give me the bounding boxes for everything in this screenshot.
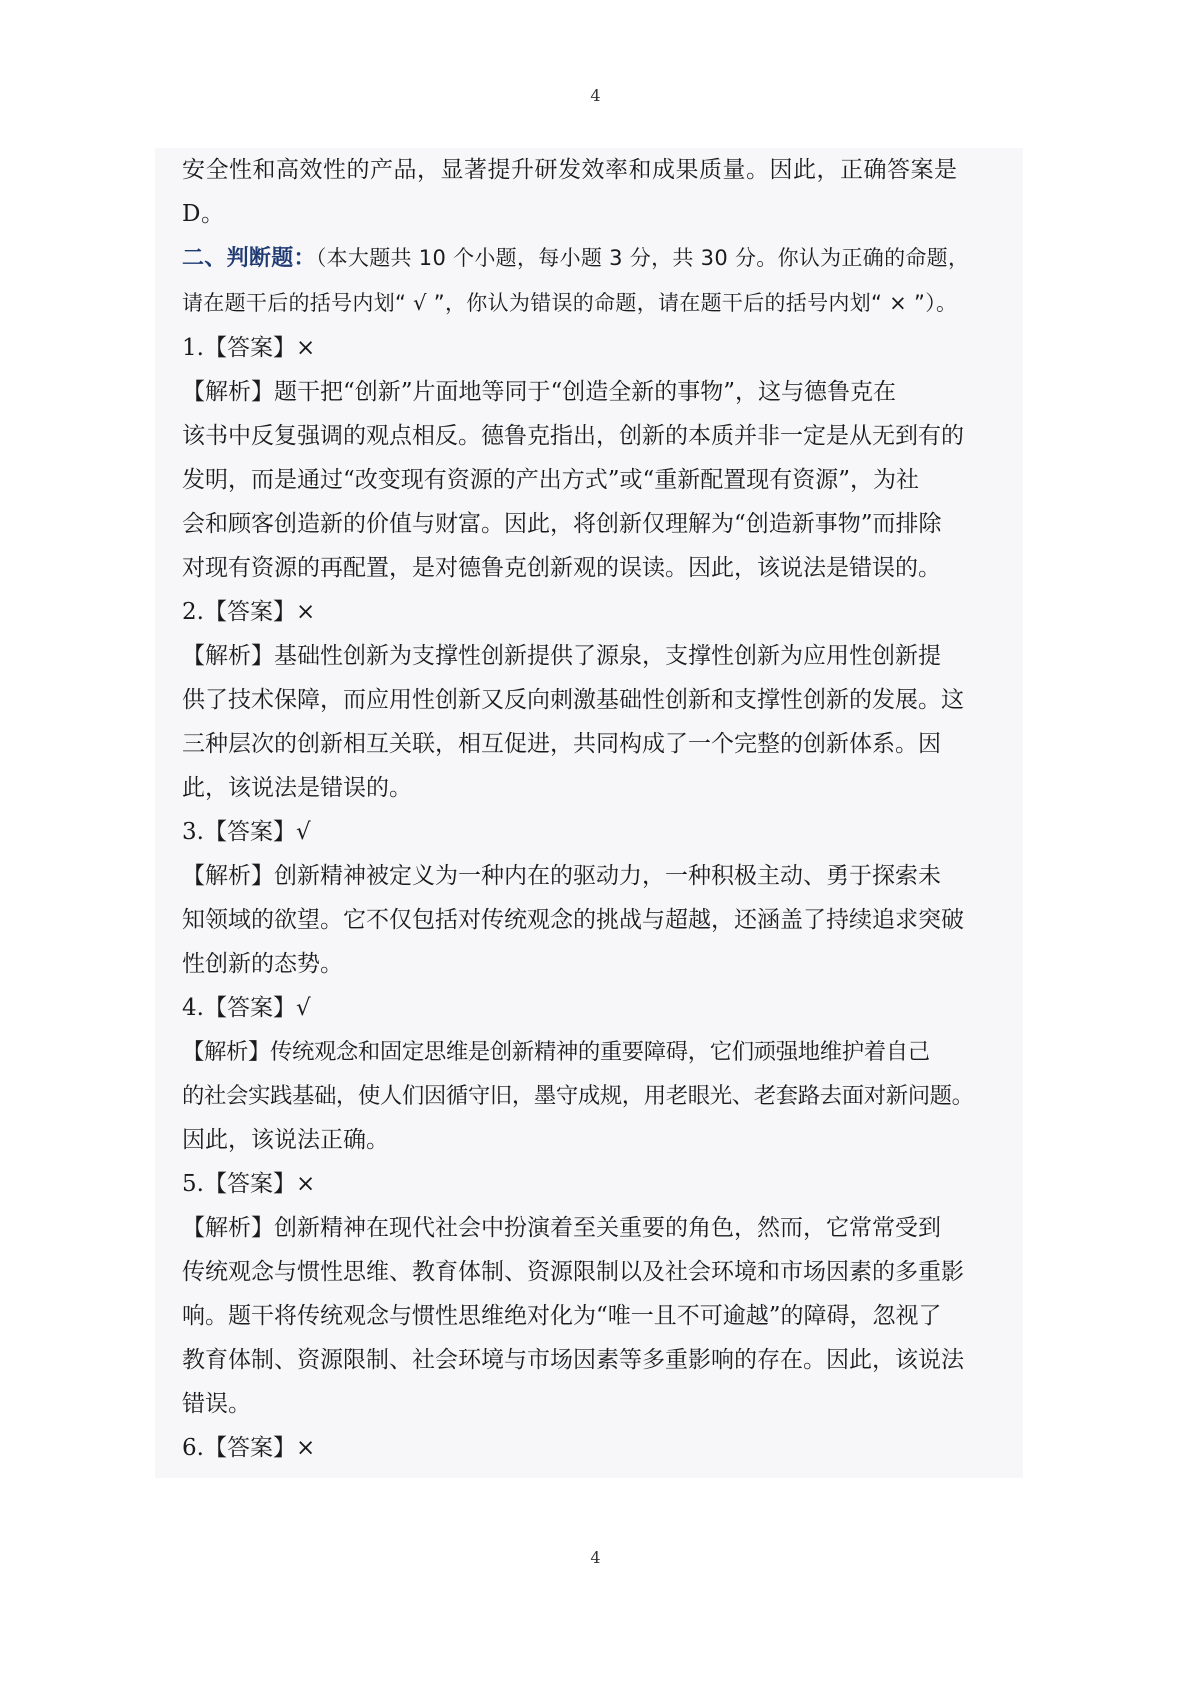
analysis-4-line-1: 【解析】传统观念和固定思维是创新精神的重要障碍，它们顽强地维护着自己 [182,1039,930,1065]
analysis-3-line-1: 【解析】创新精神被定义为一种内在的驱动力，一种积极主动、勇于探索未 [182,863,941,889]
answer-4: 4.【答案】√ [182,995,311,1021]
analysis-5-line-1: 【解析】创新精神在现代社会中扮演着至关重要的角色，然而，它常常受到 [182,1215,941,1241]
answer-6: 6.【答案】× [182,1435,316,1461]
section-desc-line-2: 请在题干后的括号内划“ √ ”，你认为错误的命题，请在题干后的括号内划“ × ”）。 [182,291,958,315]
analysis-5-line-3: 响。题干将传统观念与惯性思维绝对化为“唯一且不可逾越”的障碍，忽视了 [182,1303,942,1329]
analysis-1-line-4: 会和顾客创造新的价值与财富。因此，将创新仅理解为“创造新事物”而排除 [182,511,942,537]
analysis-3-line-3: 性创新的态势。 [182,951,343,977]
analysis-3-line-2: 知领域的欲望。它不仅包括对传统观念的挑战与超越，还涵盖了持续追求突破 [182,907,964,933]
answer-2: 2.【答案】× [182,599,316,625]
page-number-bottom: 4 [590,1548,601,1567]
analysis-2-line-2: 供了技术保障，而应用性创新又反向刺激基础性创新和支撑性创新的发展。这 [182,687,964,713]
answer-1: 1.【答案】× [182,335,316,361]
analysis-1-line-5: 对现有资源的再配置，是对德鲁克创新观的误读。因此，该说法是错误的。 [182,555,941,581]
analysis-2-line-1: 【解析】基础性创新为支撑性创新提供了源泉，支撑性创新为应用性创新提 [182,643,941,669]
analysis-2-line-3: 三种层次的创新相互关联，相互促进，共同构成了一个完整的创新体系。因 [182,731,941,757]
section-title: 二、判断题： [182,245,316,271]
analysis-4-line-2: 的社会实践基础，使人们因循守旧，墨守成规，用老眼光、老套路去面对新问题。 [182,1083,974,1109]
document-body [155,148,1023,1478]
analysis-5-line-2: 传统观念与惯性思维、教育体制、资源限制以及社会环境和市场因素的多重影 [182,1259,964,1285]
section-heading [182,236,998,281]
answer-5: 5.【答案】× [182,1171,316,1197]
analysis-4-line-3: 因此，该说法正确。 [182,1127,389,1153]
intro-line-1: 安全性和高效性的产品，显著提升研发效率和成果质量。因此，正确答案是 [182,157,958,183]
analysis-1-line-3: 发明，而是通过“改变现有资源的产出方式”或“重新配置现有资源”，为社 [182,467,920,493]
section-heading-cont [182,281,998,326]
analysis-2-line-4: 此，该说法是错误的。 [182,775,412,801]
answer-3: 3.【答案】√ [182,819,311,845]
page-number-top: 4 [590,86,601,105]
analysis-5-line-4: 教育体制、资源限制、社会环境与市场因素等多重影响的存在。因此，该说法 [182,1347,964,1373]
section-desc-line-1: （本大题共 10 个小题，每小题 3 分，共 30 分。你认为正确的命题， [315,246,970,270]
analysis-1-line-1: 【解析】题干把“创新”片面地等同于“创造全新的事物”，这与德鲁克在 [182,379,897,405]
analysis-1-line-2: 该书中反复强调的观点相反。德鲁克指出，创新的本质并非一定是从无到有的 [182,423,964,449]
analysis-5-line-5: 错误。 [182,1391,251,1417]
intro-line-2: D。 [182,201,225,227]
